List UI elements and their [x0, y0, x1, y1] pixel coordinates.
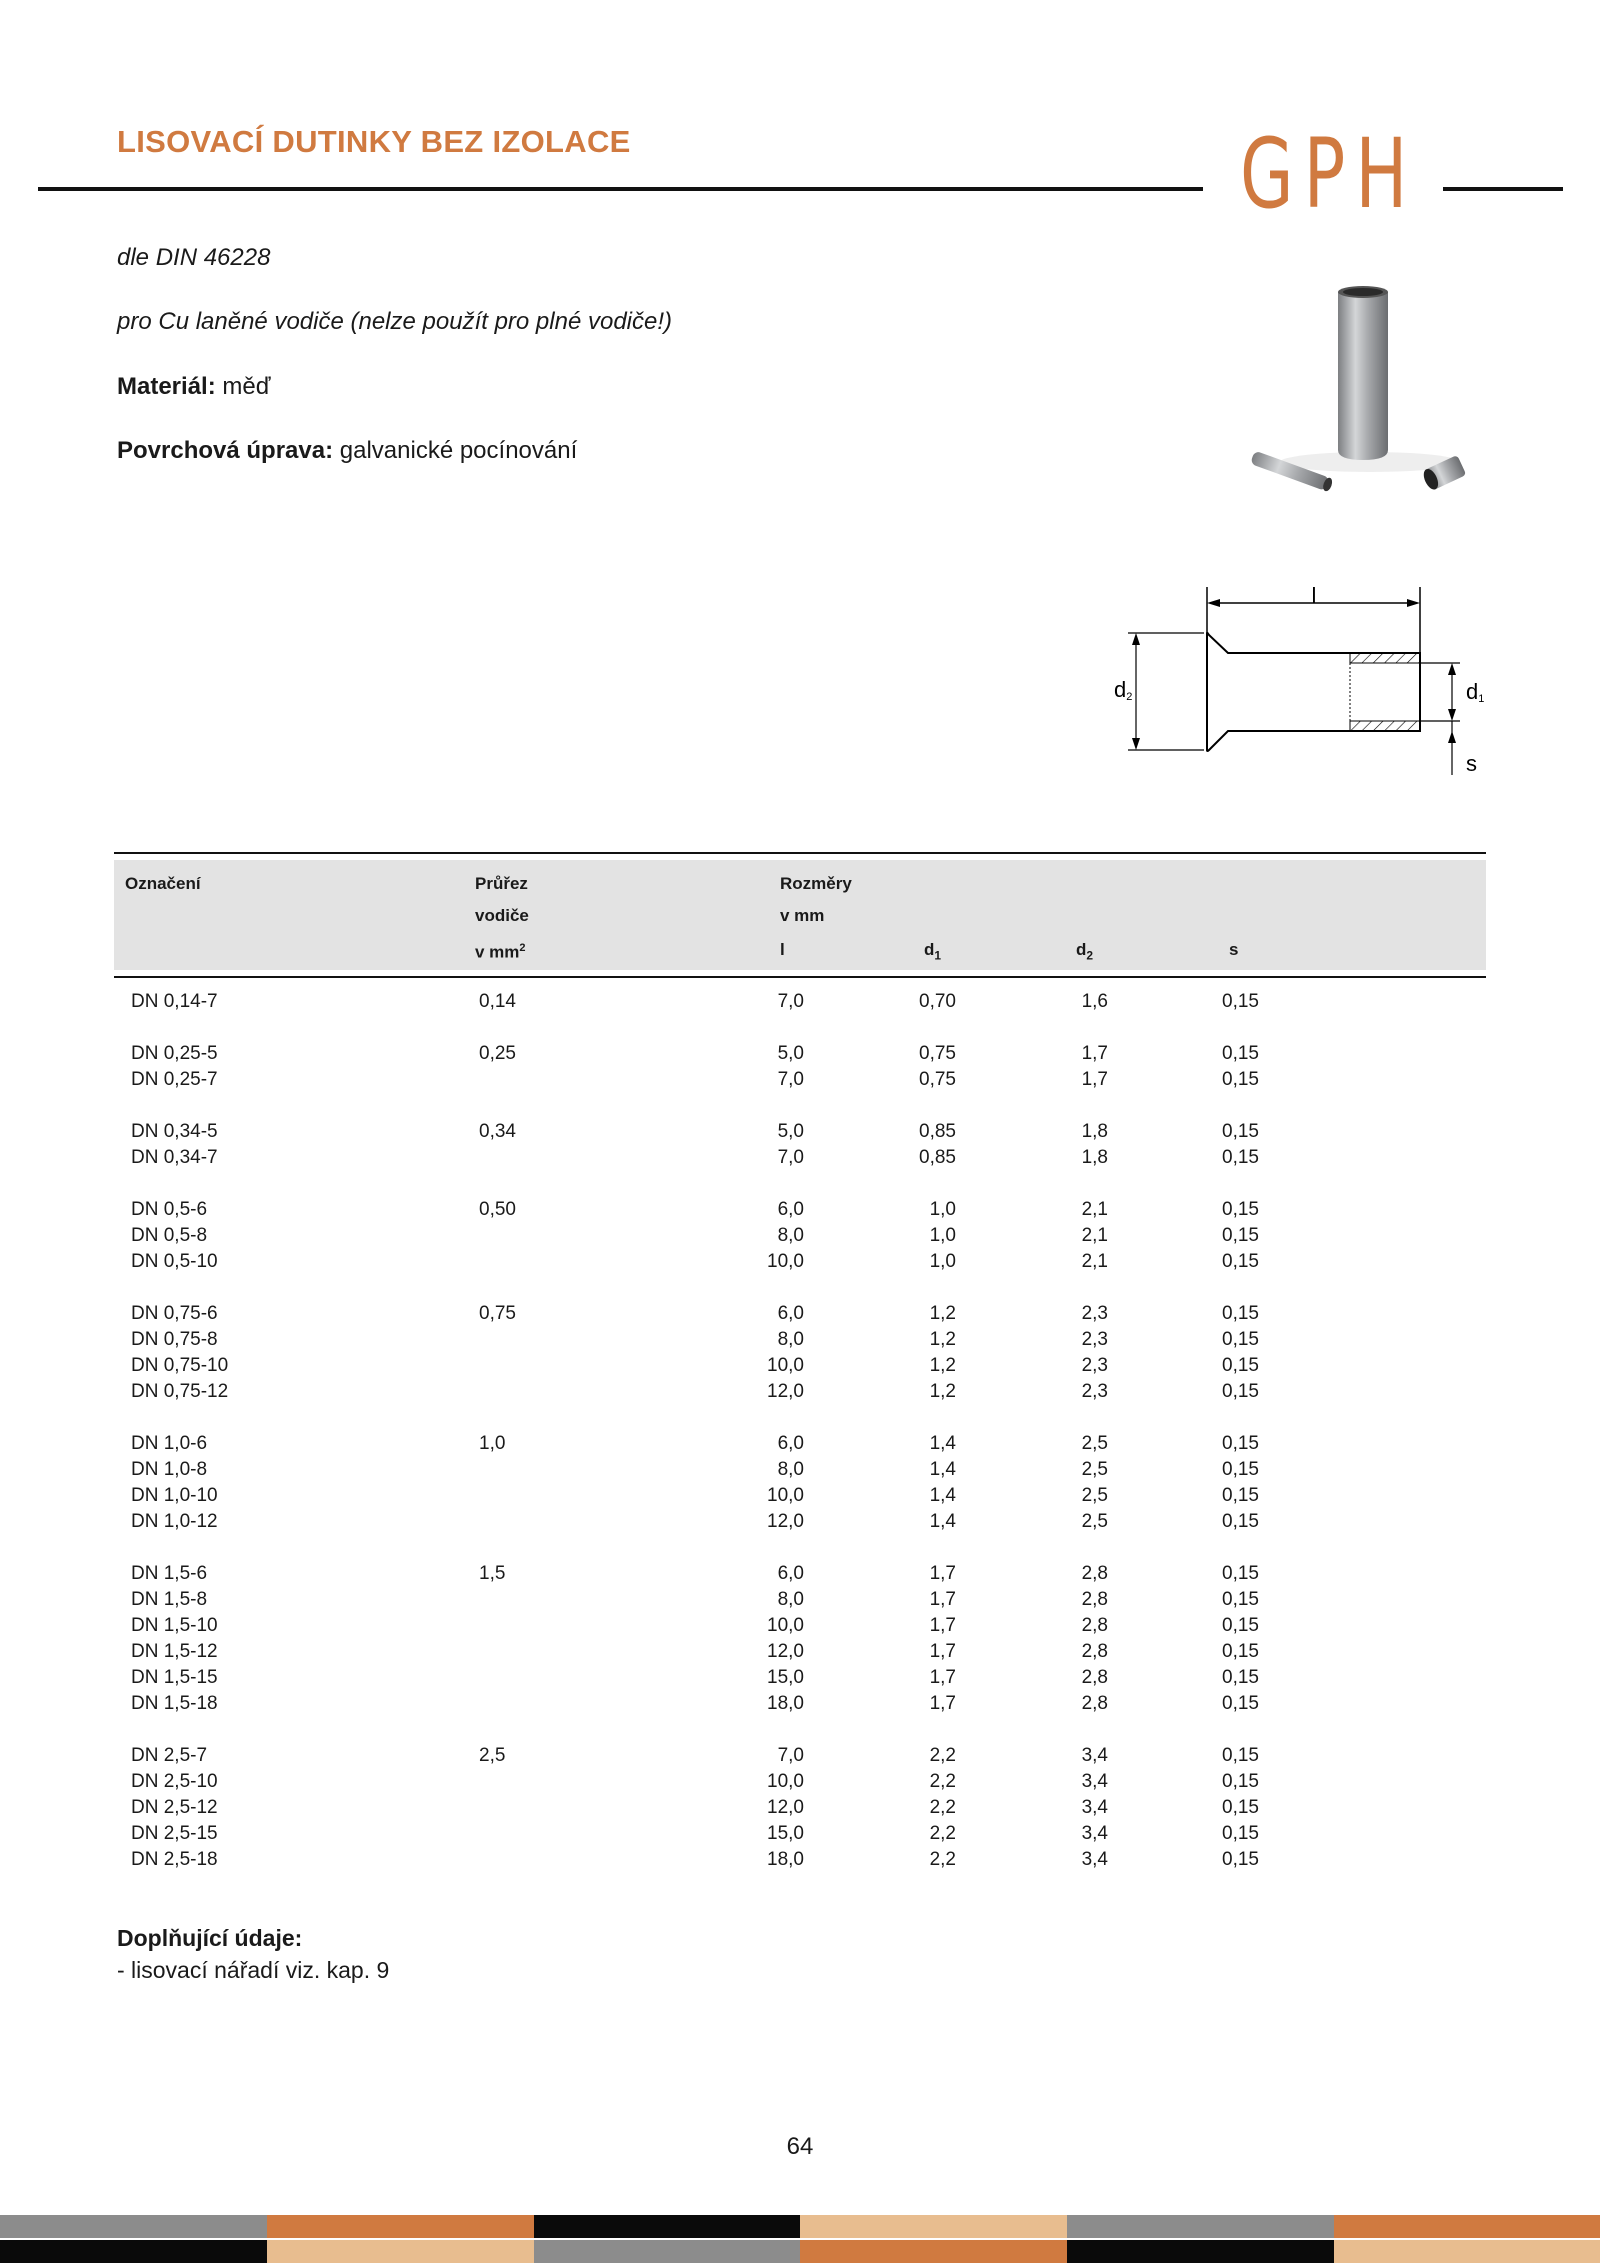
header-prurez-1: Průřez [475, 874, 528, 893]
table-cell-l: 12,0 [767, 1797, 804, 1818]
spec-surface-value: galvanické pocínování [339, 437, 578, 464]
table-cell-d1: 1,7 [929, 1667, 956, 1688]
table-cell-name: DN 0,25-5 [131, 1043, 218, 1064]
header-oznaceni: Označení [125, 874, 201, 893]
table-cell-l: 8,0 [777, 1459, 804, 1480]
table-cell-l: 18,0 [767, 1849, 804, 1870]
table-cell-l: 7,0 [777, 991, 804, 1012]
table-cell-d1: 1,2 [929, 1381, 956, 1402]
dim-d2-label: d [1114, 677, 1127, 702]
table-cell-d2: 2,5 [1081, 1459, 1108, 1480]
header-s: s [1229, 940, 1239, 959]
table-cell-cs: 0,75 [479, 1303, 516, 1324]
table-cell-d2: 3,4 [1081, 1823, 1108, 1844]
table-cell-l: 10,0 [767, 1615, 804, 1636]
table-cell-name: DN 2,5-15 [131, 1823, 218, 1844]
table-cell-name: DN 1,5-18 [131, 1693, 218, 1714]
table-cell-cs: 0,34 [479, 1121, 516, 1142]
dim-s-label: s [1466, 751, 1477, 776]
table-cell-d1: 1,4 [929, 1459, 956, 1480]
table-cell-d2: 1,7 [1081, 1069, 1108, 1090]
table-cell-l: 10,0 [767, 1251, 804, 1272]
table-cell-s: 0,15 [1222, 1485, 1259, 1506]
table-cell-s: 0,15 [1222, 1797, 1259, 1818]
table-cell-l: 15,0 [767, 1823, 804, 1844]
table-cell-s: 0,15 [1222, 1641, 1259, 1662]
table-cell-name: DN 0,75-8 [131, 1329, 218, 1350]
table-cell-name: DN 2,5-7 [131, 1745, 208, 1766]
table-cell-l: 8,0 [777, 1329, 804, 1350]
header-rozmery-1: Rozměry [780, 874, 852, 893]
table-cell-d2: 2,1 [1081, 1251, 1108, 1272]
header-d2 [1076, 934, 1093, 971]
table-cell-d2: 2,5 [1081, 1511, 1108, 1532]
table-cell-l: 5,0 [777, 1121, 804, 1142]
gph-logo: GPH [1240, 118, 1418, 230]
table-cell-d1: 1,7 [929, 1615, 956, 1636]
table-cell-d1: 2,2 [929, 1823, 956, 1844]
table-cell-d2: 2,3 [1081, 1381, 1108, 1402]
table-cell-cs: 0,25 [479, 1043, 516, 1064]
stripe-top-5 [1067, 2215, 1334, 2238]
table-cell-cs: 0,14 [479, 991, 516, 1012]
table-cell-d1: 1,7 [929, 1563, 956, 1584]
table-cell-d1: 1,0 [929, 1251, 956, 1272]
table-cell-cs: 1,0 [479, 1433, 506, 1454]
table-cell-l: 5,0 [777, 1043, 804, 1064]
table-cell-l: 8,0 [777, 1225, 804, 1246]
table-cell-name: DN 1,0-8 [131, 1459, 208, 1480]
table-cell-s: 0,15 [1222, 1329, 1259, 1350]
header-rozmery-2: v mm [780, 906, 825, 925]
header-rule-left [38, 187, 1203, 191]
table-cell-s: 0,15 [1222, 1745, 1259, 1766]
table-cell-s: 0,15 [1222, 1849, 1259, 1870]
table-cell-name: DN 0,5-6 [131, 1199, 208, 1220]
table-cell-d2: 2,8 [1081, 1615, 1108, 1636]
dim-d2-sub: 2 [1126, 691, 1133, 703]
stripe-bottom-6 [1334, 2240, 1600, 2263]
table-cell-cs: 2,5 [479, 1745, 506, 1766]
stripe-top-6 [1334, 2215, 1600, 2238]
table-cell-s: 0,15 [1222, 1589, 1259, 1610]
table-cell-d1: 1,0 [929, 1225, 956, 1246]
table-cell-s: 0,15 [1222, 1693, 1259, 1714]
table-cell-d1: 0,85 [919, 1147, 956, 1168]
table-cell-name: DN 2,5-10 [131, 1771, 218, 1792]
table-cell-name: DN 1,0-12 [131, 1511, 218, 1532]
header-prurez-sup: 2 [519, 942, 526, 954]
table-cell-name: DN 0,5-8 [131, 1225, 208, 1246]
table-cell-d2: 2,1 [1081, 1225, 1108, 1246]
table-cell-name: DN 0,5-10 [131, 1251, 218, 1272]
dim-d1-label: d [1466, 679, 1479, 704]
stripe-bottom-1 [0, 2240, 267, 2263]
svg-text:d1 [1466, 679, 1484, 705]
table-cell-l: 10,0 [767, 1485, 804, 1506]
ferrule-dimension-drawing [1100, 583, 1485, 785]
svg-text:d2 [1114, 677, 1132, 703]
table-cell-cs: 1,5 [479, 1563, 506, 1584]
stripe-top-4 [800, 2215, 1067, 2238]
table-cell-d1: 2,2 [929, 1771, 956, 1792]
stripe-bottom-2 [267, 2240, 534, 2263]
table-cell-s: 0,15 [1222, 1121, 1259, 1142]
spec-material-value: měď [222, 373, 271, 400]
table-cell-name: DN 1,5-10 [131, 1615, 218, 1636]
table-cell-l: 6,0 [777, 1303, 804, 1324]
table-cell-d1: 2,2 [929, 1849, 956, 1870]
table-cell-l: 6,0 [777, 1433, 804, 1454]
spec-usage: pro Cu laněné vodiče (nelze použít pro plné vodiče!) [117, 308, 672, 335]
ferrule-photo [1240, 280, 1500, 510]
header-prurez-unit: v mm [475, 942, 520, 962]
table-cell-s: 0,15 [1222, 1069, 1259, 1090]
table-cell-name: DN 2,5-18 [131, 1849, 218, 1870]
table-cell-s: 0,15 [1222, 1563, 1259, 1584]
table-cell-l: 7,0 [777, 1147, 804, 1168]
dim-l-label: l [1311, 583, 1317, 608]
table-cell-d1: 2,2 [929, 1797, 956, 1818]
table-cell-s: 0,15 [1222, 1511, 1259, 1532]
table-cell-d1: 1,7 [929, 1641, 956, 1662]
table-cell-name: DN 2,5-12 [131, 1797, 218, 1818]
header-d1 [924, 934, 941, 971]
table-cell-name: DN 1,5-12 [131, 1641, 218, 1662]
table-cell-s: 0,15 [1222, 1433, 1259, 1454]
table-cell-d1: 1,2 [929, 1329, 956, 1350]
table-cell-d1: 1,7 [929, 1589, 956, 1610]
table-cell-s: 0,15 [1222, 1225, 1259, 1246]
table-cell-d1: 1,7 [929, 1693, 956, 1714]
table-cell-d2: 2,3 [1081, 1355, 1108, 1376]
table-cell-name: DN 1,5-15 [131, 1667, 218, 1688]
table-cell-d2: 3,4 [1081, 1849, 1108, 1870]
table-cell-l: 18,0 [767, 1693, 804, 1714]
table-header-rule [114, 976, 1486, 978]
header-d1-sub: 1 [934, 948, 942, 963]
table-cell-d1: 0,85 [919, 1121, 956, 1142]
table-cell-d1: 0,70 [919, 991, 956, 1012]
table-cell-d2: 2,3 [1081, 1329, 1108, 1350]
table-cell-d2: 1,8 [1081, 1121, 1108, 1142]
table-cell-l: 12,0 [767, 1381, 804, 1402]
table-cell-name: DN 0,75-10 [131, 1355, 229, 1376]
header-d2-sub: 2 [1086, 948, 1094, 963]
header-prurez-2: vodiče [475, 906, 529, 925]
table-cell-name: DN 0,75-12 [131, 1381, 229, 1402]
table-cell-d2: 2,8 [1081, 1641, 1108, 1662]
spec-material [117, 373, 270, 401]
table-cell-cs: 0,50 [479, 1199, 516, 1220]
spec-norm: dle DIN 46228 [117, 244, 271, 271]
extra-text: - lisovací nářadí viz. kap. 9 [117, 1957, 390, 1983]
header-rule-right [1443, 187, 1563, 191]
table-cell-s: 0,15 [1222, 1199, 1259, 1220]
table-cell-name: DN 0,75-6 [131, 1303, 218, 1324]
table-cell-name: DN 0,34-7 [131, 1147, 218, 1168]
table-cell-s: 0,15 [1222, 1823, 1259, 1844]
table-cell-d1: 1,2 [929, 1303, 956, 1324]
header-d1-letter: d [924, 940, 935, 959]
table-cell-d1: 1,4 [929, 1485, 956, 1506]
table-cell-s: 0,15 [1222, 1667, 1259, 1688]
table-cell-d1: 0,75 [919, 1043, 956, 1064]
table-cell-s: 0,15 [1222, 1043, 1259, 1064]
table-cell-l: 10,0 [767, 1771, 804, 1792]
dim-d1-sub: 1 [1478, 693, 1485, 705]
table-cell-d2: 2,5 [1081, 1433, 1108, 1454]
header-prurez-3 [475, 932, 526, 969]
table-cell-d2: 2,3 [1081, 1303, 1108, 1324]
table-cell-s: 0,15 [1222, 1771, 1259, 1792]
table-cell-s: 0,15 [1222, 991, 1259, 1012]
table-cell-d1: 2,2 [929, 1745, 956, 1766]
table-cell-name: DN 0,14-7 [131, 991, 218, 1012]
spec-surface [117, 437, 577, 465]
table-cell-d2: 3,4 [1081, 1745, 1108, 1766]
stripe-bottom-3 [534, 2240, 800, 2263]
table-cell-l: 12,0 [767, 1511, 804, 1532]
table-cell-l: 15,0 [767, 1667, 804, 1688]
page-number: 64 [786, 2133, 814, 2160]
stripe-top-2 [267, 2215, 534, 2238]
table-cell-d2: 2,1 [1081, 1199, 1108, 1220]
table-cell-l: 6,0 [777, 1199, 804, 1220]
table-cell-s: 0,15 [1222, 1147, 1259, 1168]
table-cell-l: 8,0 [777, 1589, 804, 1610]
stripe-bottom-4 [800, 2240, 1067, 2263]
stripe-top-1 [0, 2215, 267, 2238]
table-cell-d1: 1,0 [929, 1199, 956, 1220]
table-cell-name: DN 0,25-7 [131, 1069, 218, 1090]
table-cell-s: 0,15 [1222, 1303, 1259, 1324]
table-cell-d2: 2,8 [1081, 1667, 1108, 1688]
table-cell-s: 0,15 [1222, 1355, 1259, 1376]
table-cell-d2: 1,6 [1081, 991, 1108, 1012]
spec-material-label: Materiál: [117, 373, 216, 400]
table-cell-name: DN 0,34-5 [131, 1121, 218, 1142]
header-d2-letter: d [1076, 940, 1087, 959]
table-cell-d2: 1,7 [1081, 1043, 1108, 1064]
table-cell-d2: 2,5 [1081, 1485, 1108, 1506]
table-cell-l: 7,0 [777, 1745, 804, 1766]
table-cell-d2: 2,8 [1081, 1563, 1108, 1584]
table-cell-d2: 3,4 [1081, 1797, 1108, 1818]
table-cell-d2: 2,8 [1081, 1693, 1108, 1714]
table-cell-s: 0,15 [1222, 1381, 1259, 1402]
table-cell-s: 0,15 [1222, 1459, 1259, 1480]
spec-surface-label: Povrchová úprava: [117, 437, 334, 464]
table-cell-s: 0,15 [1222, 1615, 1259, 1636]
table-cell-l: 7,0 [777, 1069, 804, 1090]
table-cell-name: DN 1,0-6 [131, 1433, 208, 1454]
table-cell-d1: 1,4 [929, 1511, 956, 1532]
table-cell-name: DN 1,0-10 [131, 1485, 218, 1506]
table-cell-d2: 1,8 [1081, 1147, 1108, 1168]
page-title: LISOVACÍ DUTINKY BEZ IZOLACE [117, 124, 631, 159]
table-cell-l: 10,0 [767, 1355, 804, 1376]
table-cell-s: 0,15 [1222, 1251, 1259, 1272]
table-cell-l: 6,0 [777, 1563, 804, 1584]
table-cell-name: DN 1,5-8 [131, 1589, 208, 1610]
extra-heading: Doplňující údaje: [117, 1925, 303, 1951]
table-cell-d1: 0,75 [919, 1069, 956, 1090]
stripe-top-3 [534, 2215, 800, 2238]
stripe-bottom-5 [1067, 2240, 1334, 2263]
header-l: l [780, 940, 785, 959]
table-cell-name: DN 1,5-6 [131, 1563, 208, 1584]
table-top-rule [114, 852, 1486, 854]
table-cell-d1: 1,4 [929, 1433, 956, 1454]
table-cell-d2: 3,4 [1081, 1771, 1108, 1792]
table-cell-d1: 1,2 [929, 1355, 956, 1376]
table-cell-l: 12,0 [767, 1641, 804, 1662]
table-cell-d2: 2,8 [1081, 1589, 1108, 1610]
